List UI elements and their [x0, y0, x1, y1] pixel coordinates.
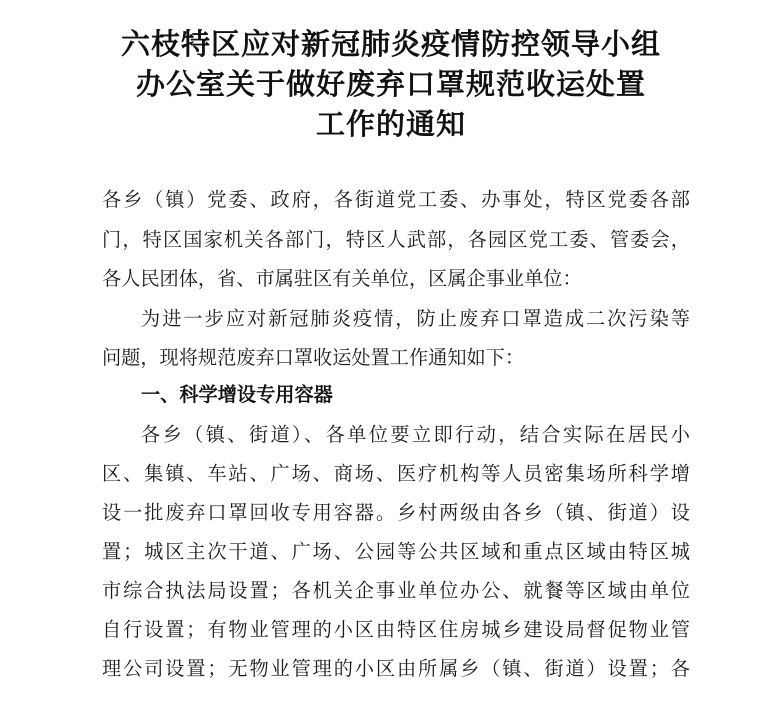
salutation-line-2: 门，特区国家机关各部门，特区人武部，各园区党工委、管委会，: [102, 228, 690, 251]
body-line-5: 市综合执法局设置；各机关企事业单位办公、就餐等区域由单位: [102, 579, 690, 602]
body-line-6: 自行设置；有物业管理的小区由特区住房城乡建设局督促物业管: [102, 618, 690, 641]
intro-line-1: 为进一步应对新冠肺炎疫情，防止废弃口罩造成二次污染等: [141, 307, 690, 330]
salutation-line-1: 各乡（镇）党委、政府，各街道党工委、办事处，特区党委各部: [102, 188, 690, 211]
body-line-1: 各乡（镇、街道）、各单位要立即行动，结合实际在居民小: [141, 423, 690, 446]
body-line-2: 区、集镇、车站、广场、商场、医疗机构等人员密集场所科学增: [102, 462, 690, 485]
title-line-3: 工作的通知: [315, 107, 466, 141]
title-line-1: 六枝特区应对新冠肺炎疫情防控领导小组: [120, 27, 661, 61]
title-line-2: 办公室关于做好废弃口罩规范收运处置: [135, 67, 646, 101]
section-heading: 一、科学增设专用容器: [141, 383, 333, 406]
body-line-7: 理公司设置；无物业管理的小区由所属乡（镇、街道）设置；各: [102, 657, 690, 680]
salutation-line-3: 各人民团体，省、市属驻区有关单位，区属企事业单位：: [102, 267, 582, 290]
body-line-3: 设一批废弃口罩回收专用容器。乡村两级由各乡（镇、街道）设: [102, 501, 690, 524]
intro-line-2: 问题，现将规范废弃口罩收运处置工作通知如下：: [102, 346, 525, 369]
body-line-4: 置；城区主次干道、广场、公园等公共区域和重点区域由特区城: [102, 540, 690, 563]
